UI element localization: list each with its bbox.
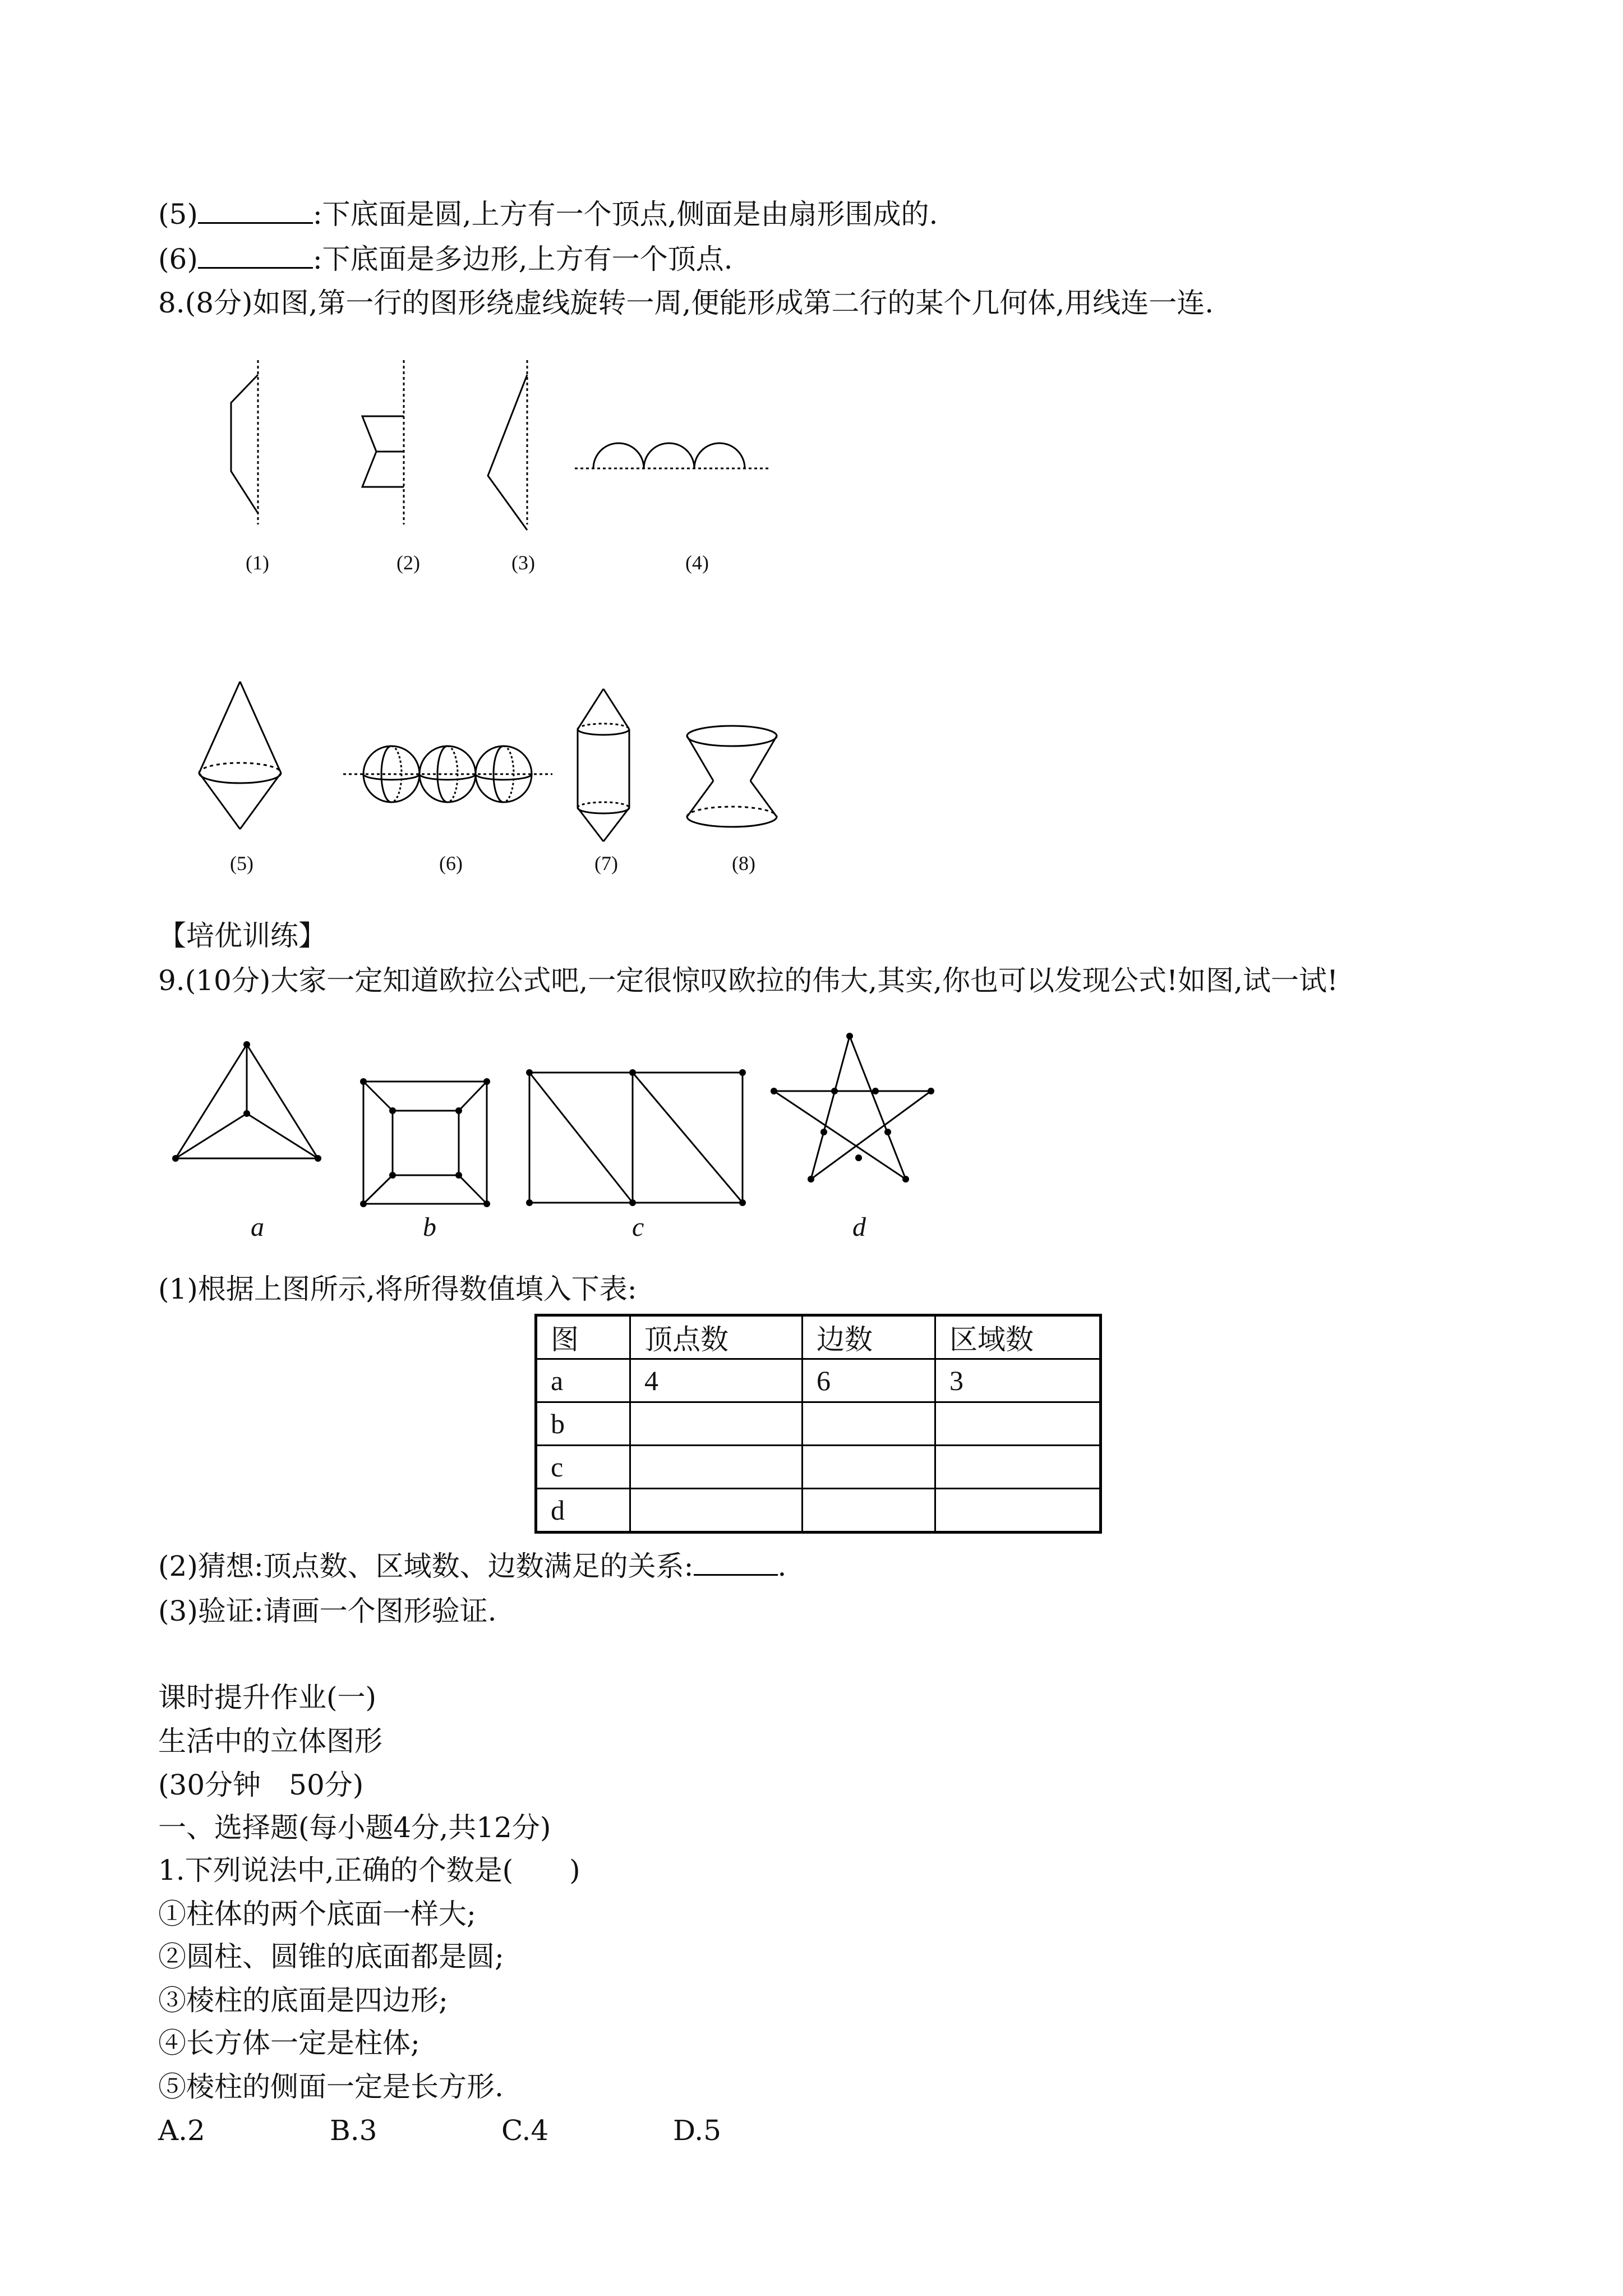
homework-title: 课时提升作业(一): [158, 1681, 377, 1714]
table-cell-blank[interactable]: [935, 1402, 1101, 1446]
homework-time: (30分钟 50分): [158, 1769, 364, 1801]
q9-part2-text: (2)猜想:顶点数、区域数、边数满足的关系:: [158, 1550, 694, 1582]
table-cell-blank[interactable]: [935, 1489, 1101, 1533]
table-cell-blank[interactable]: [803, 1446, 935, 1489]
euler-table: [534, 1314, 1102, 1534]
answer-blank[interactable]: [198, 222, 313, 224]
table-header-row: [536, 1315, 1101, 1359]
section-1-heading: 一、选择题(每小题4分,共12分): [158, 1811, 551, 1844]
section-heading: 【培优训练】: [158, 919, 326, 952]
table-cell: b: [536, 1402, 630, 1446]
figure-label-3: (3): [511, 551, 535, 574]
table-cell-blank[interactable]: [630, 1489, 803, 1533]
table-row: [536, 1446, 1101, 1489]
q7-line-6: [158, 242, 732, 276]
q9-part2-end: .: [777, 1550, 787, 1582]
q7-line-5-text: :下底面是圆,上方有一个顶点,侧面是由扇形围成的.: [312, 198, 938, 231]
figure-label-8: (8): [732, 852, 755, 875]
figure-label-1: (1): [246, 551, 269, 574]
q1-option-b: B.3: [330, 2114, 377, 2147]
table-row: [536, 1359, 1101, 1402]
figure-label-5: (5): [230, 852, 253, 875]
table-cell-blank[interactable]: [803, 1489, 935, 1533]
figure-label-6: (6): [439, 852, 463, 875]
q1-item: ⑤棱柱的侧面一定是长方形.: [158, 2070, 504, 2103]
q7-line-6-prefix: (6): [158, 243, 198, 275]
q1-option-c: C.4: [501, 2114, 549, 2147]
table-cell: 3: [935, 1359, 1101, 1402]
q1-item: ④长方体一定是柱体;: [158, 2027, 420, 2059]
q9-text: 9.(10分)大家一定知道欧拉公式吧,一定很惊叹欧拉的伟大,其实,你也可以发现公式!如图,试一试!: [158, 964, 1339, 997]
q1-item: ③棱柱的底面是四边形;: [158, 1984, 448, 2017]
euler-figures: [0, 1018, 965, 1243]
figure-label-7: (7): [594, 852, 618, 875]
table-header: 图: [536, 1315, 630, 1359]
solids-figure: [0, 668, 796, 881]
table-row: [536, 1402, 1101, 1446]
table-cell: a: [536, 1359, 630, 1402]
table-cell: c: [536, 1446, 630, 1489]
figure-label-4: (4): [685, 551, 709, 574]
euler-label-d: d: [852, 1212, 866, 1242]
q1-item: ②圆柱、圆锥的底面都是圆;: [158, 1940, 504, 1973]
figure-label-2: (2): [396, 551, 420, 574]
q7-line-6-text: :下底面是多边形,上方有一个顶点.: [312, 243, 733, 275]
q7-line-5: [158, 197, 938, 231]
table-cell: 6: [803, 1359, 935, 1402]
homework-subtitle: 生活中的立体图形: [158, 1725, 382, 1757]
table-cell-blank[interactable]: [935, 1446, 1101, 1489]
q8-text: 8.(8分)如图,第一行的图形绕虚线旋转一周,便能形成第二行的某个几何体,用线连一连.: [158, 287, 1214, 319]
table-cell: 4: [630, 1359, 803, 1402]
table-cell-blank[interactable]: [630, 1402, 803, 1446]
table-row: [536, 1489, 1101, 1533]
table-header: 区域数: [935, 1315, 1101, 1359]
answer-blank[interactable]: [198, 267, 313, 269]
q9-part3: (3)验证:请画一个图形验证.: [158, 1595, 497, 1627]
q7-line-5-prefix: (5): [158, 198, 198, 231]
q1-option-d: D.5: [673, 2114, 722, 2147]
euler-label-a: a: [251, 1212, 264, 1242]
answer-blank[interactable]: [694, 1574, 778, 1576]
table-header: 边数: [803, 1315, 935, 1359]
q9-part1: (1)根据上图所示,将所得数值填入下表:: [158, 1273, 637, 1305]
q9-part2: [158, 1549, 786, 1583]
table-cell: d: [536, 1489, 630, 1533]
q1-option-a: A.2: [158, 2114, 205, 2147]
euler-label-b: b: [423, 1212, 436, 1242]
table-cell-blank[interactable]: [803, 1402, 935, 1446]
euler-label-c: c: [632, 1212, 644, 1242]
q1-item: ①柱体的两个底面一样大;: [158, 1898, 476, 1930]
q1-text: 1.下列说法中,正确的个数是( ): [158, 1854, 580, 1887]
table-header: 顶点数: [630, 1315, 803, 1359]
table-cell-blank[interactable]: [630, 1446, 803, 1489]
